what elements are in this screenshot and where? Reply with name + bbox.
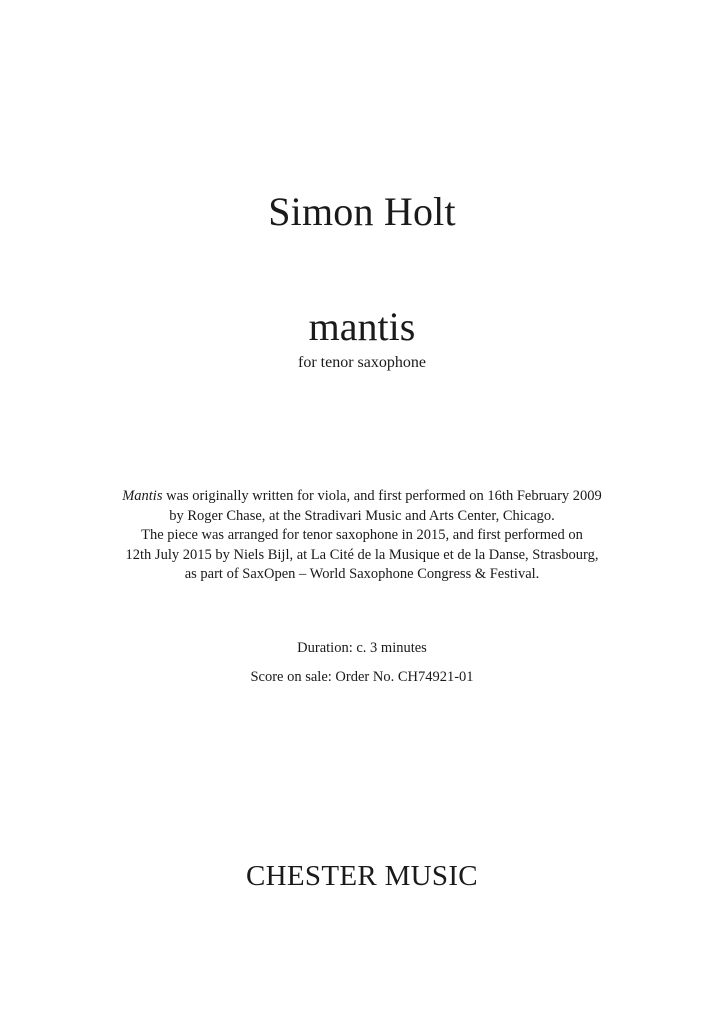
work-title: mantis bbox=[308, 304, 416, 349]
notes-italic-title: Mantis bbox=[122, 488, 163, 504]
performance-notes bbox=[0, 487, 724, 585]
notes-line-2: by Roger Chase, at the Stradivari Music and Arts Center, Chicago. bbox=[169, 507, 555, 524]
order-number: Score on sale: Order No. CH74921-01 bbox=[250, 669, 474, 685]
publisher-name: CHESTER MUSIC bbox=[246, 860, 478, 892]
notes-line-5: as part of SaxOpen – World Saxophone Congress & Festival. bbox=[184, 566, 540, 582]
notes-line-1 bbox=[0, 487, 724, 507]
composer-name: Simon Holt bbox=[268, 189, 456, 234]
instrumentation: for tenor saxophone bbox=[298, 354, 426, 371]
notes-line-1-text: was originally written for viola, and first performed on 16th February 2009 bbox=[162, 488, 602, 504]
notes-line-3: The piece was arranged for tenor saxophone in 2015, and first performed on bbox=[141, 527, 583, 543]
duration: Duration: c. 3 minutes bbox=[297, 640, 427, 656]
notes-line-4: 12th July 2015 by Niels Bijl, at La Cité de la Musique et de la Danse, Strasbourg, bbox=[125, 546, 599, 563]
